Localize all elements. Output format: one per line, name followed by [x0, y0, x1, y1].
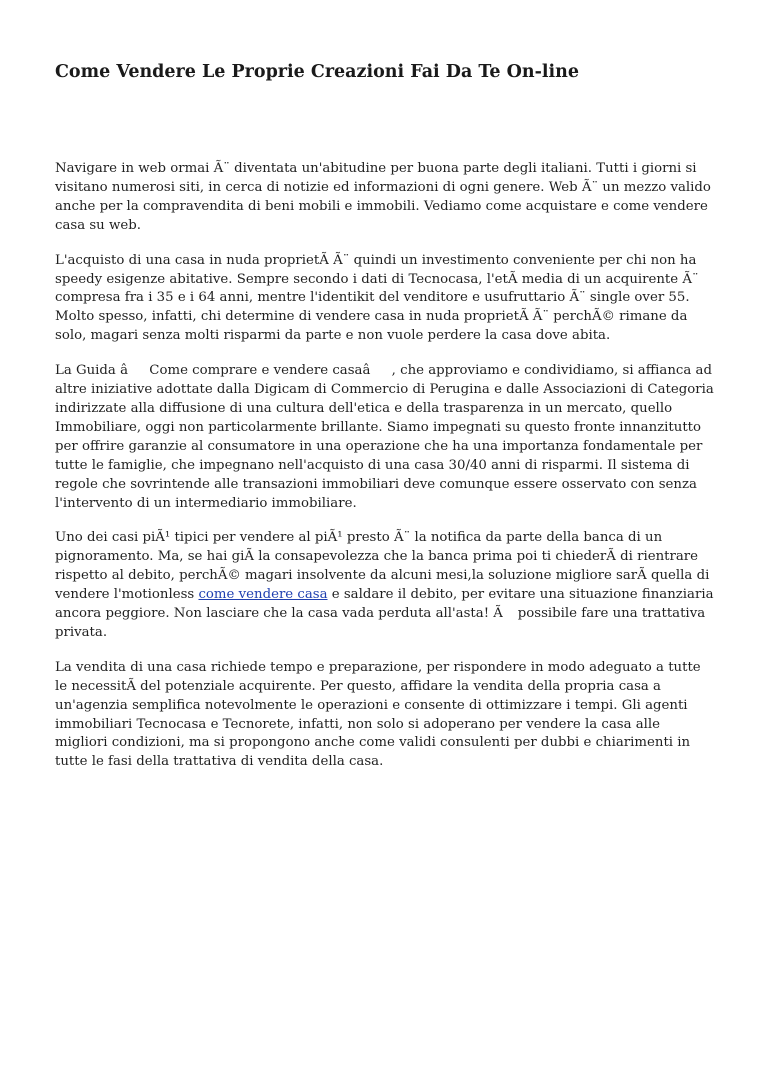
paragraph-4: [55, 529, 715, 642]
article-body: [55, 160, 715, 788]
page-title: Come Vendere Le Proprie Creazioni Fai Da Te On-line: [55, 62, 580, 82]
come-vendere-casa-link[interactable]: come vendere casa: [198, 587, 328, 603]
paragraph-3: La Guida âCome comprare e vendere casaâ, che approviamo e condividiamo, si affianca ad altre iniziative adottate dalla Digicam di Commercio di Perugina e dalle Associazioni di Categoria indirizzate alla diffusione di una cultura dell'etica e della trasparenza in un mercato, quello Immobiliare, oggi non particolarmente brillante. Siamo impegnati su questo fronte innanzitutto per offrire garanzie al consumatore in una operazione che ha una importanza fondamentale per tutte le famiglie, che impegnano nell'acquisto di una casa 30/40 anni di risparmi. Il sistema di regole che sovrintende alle transazioni immobiliari deve comunque essere osservato con senza l'intervento di un intermediario immobiliare.: [55, 363, 714, 511]
paragraph-5: La vendita di una casa richiede tempo e preparazione, per rispondere in modo adeguato a tutte le necessitÃ del potenziale acquirente. Per questo, affidare la vendita della propria casa a un'agenzia semplifica notevolmente le operazioni e consente di ottimizzare i tempi. Gli agenti immobiliari Tecnocasa e Tecnorete, infatti, non solo si adoperano per vendere la casa alle migliori condizioni, ma si propongono anche come validi consulenti per dubbi e chiarimenti in tutte le fasi della trattativa di vendita della casa.: [55, 659, 701, 770]
paragraph-2: L'acquisto di una casa in nuda proprietÃ Ã¨ quindi un investimento conveniente per chi non ha speedy esigenze abitative. Sempre secondo i dati di Tecnocasa, l'etÃ media di un acquirente Ã¨ compresa fra i 35 e i 64 anni, mentre l'identikit del venditore e usufruttario Ã¨ single over 55. Molto spesso, infatti, chi determine di vendere casa in nuda proprietÃ Ã¨ perchÃ© rimane da solo, magari senza molti risparmi da parte e non vuole perdere la casa dove abita.: [55, 252, 699, 344]
paragraph-4-before: Uno dei casi piÃ¹ tipici per vendere al piÃ¹ presto Ã¨ la notifica da parte della banca di un pignoramento. Ma, se hai giÃ la consapevolezza che la banca prima poi ti chiederÃ di rientrare rispetto al debito, perchÃ© magari insolvente da alcuni mesi,la soluzione migliore sarÃ quella di vendere l'motionless: [55, 530, 710, 603]
paragraph-4-after: e saldare il debito, per evitare una situazione finanziaria ancora peggiore. Non lasciare che la casa vada perduta all'asta! Ã possibile fare una trattativa privata.: [55, 587, 714, 640]
paragraph-1: Navigare in web ormai Ã¨ diventata un'abitudine per buona parte degli italiani. Tutti i giorni si visitano numerosi siti, in cerca di notizie ed informazioni di ogni genere. Web Ã¨ un mezzo valido anche per la compravendita di beni mobili e immobili. Vediamo come acquistare e come vendere casa su web.: [55, 161, 711, 233]
